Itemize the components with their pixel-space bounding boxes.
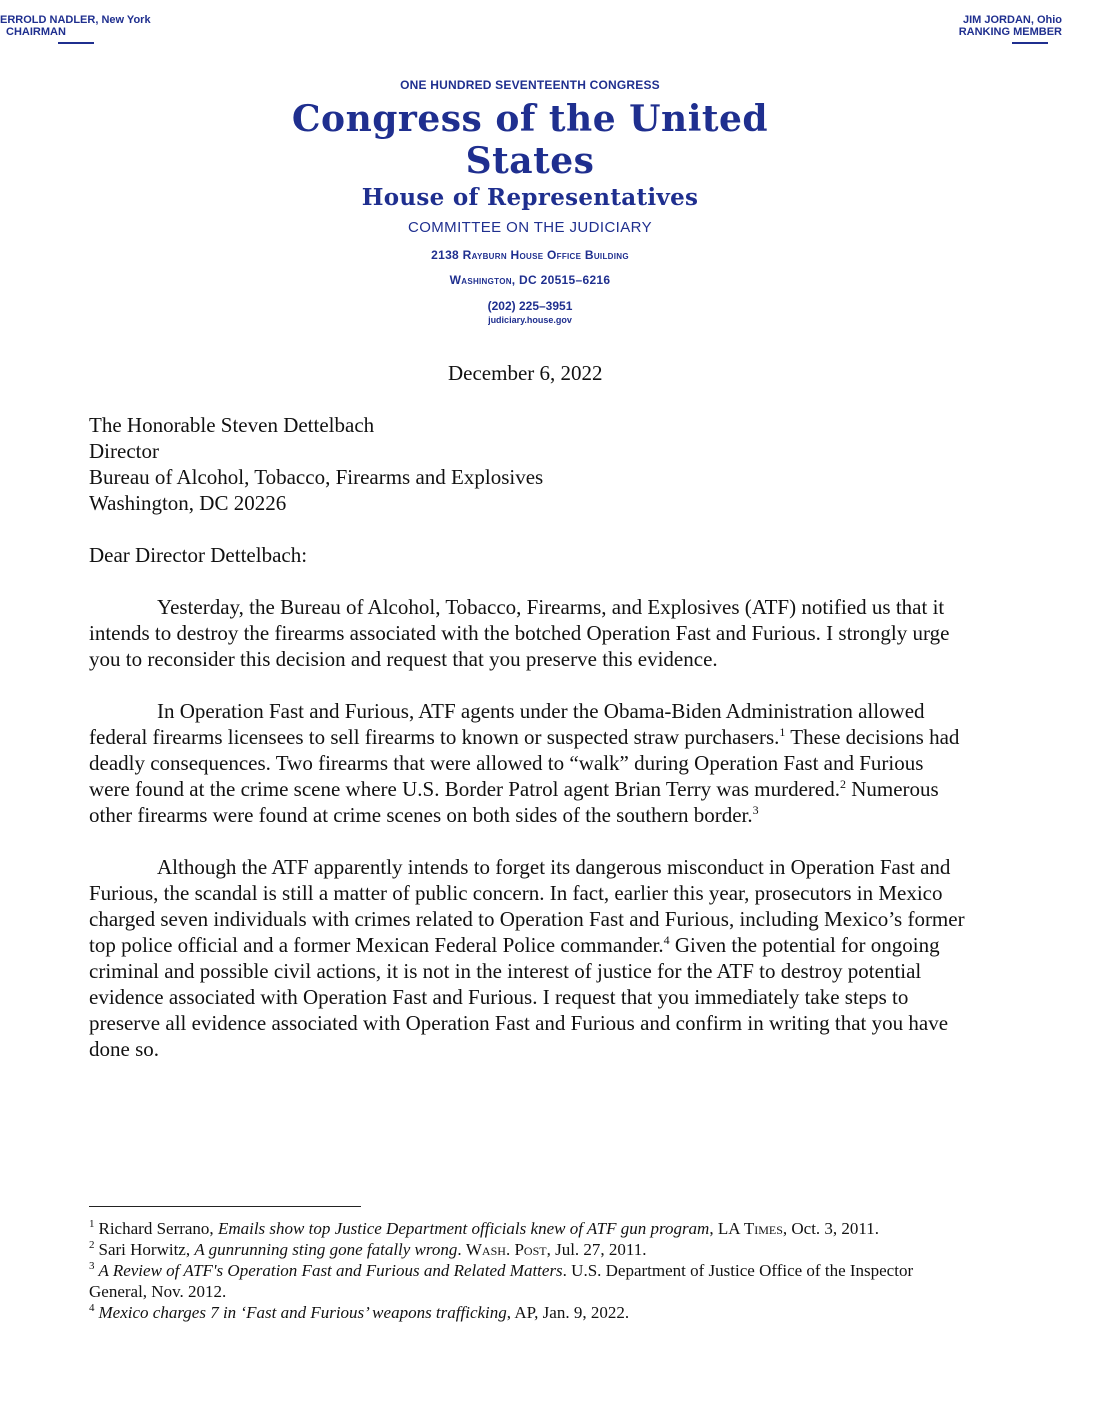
footnote-1 [89, 1218, 949, 1239]
addressee-line: The Honorable Steven Dettelbach [89, 413, 375, 437]
paragraph-3 [89, 854, 969, 1062]
paragraph-2-text: Numerous other firearms were found at crime scenes on both sides of the southern border. [89, 777, 939, 827]
paragraph-2-text: In Operation Fast and Furious, ATF agents under the Obama-Biden Administration allowed federal firearms licensees to sell firearms to known or suspected straw purchasers. [89, 699, 925, 749]
footnote-author: Richard Serrano, [98, 1219, 218, 1238]
chairman-title: CHAIRMAN [6, 26, 66, 38]
footnote-publication: Wash. Post [465, 1240, 547, 1259]
footnote-3 [89, 1260, 949, 1302]
office-phone: (202) 225–3951 [487, 299, 573, 313]
chairman-block [0, 14, 151, 44]
chairman-name: ERROLD NADLER, New York [0, 14, 151, 26]
footnote-4 [89, 1302, 949, 1323]
addressee-line: Director [89, 439, 159, 463]
footnote-ref-1[interactable]: 1 [779, 725, 786, 739]
footnote-title[interactable]: Emails show top Justice Department officials knew of ATF gun program [217, 1219, 710, 1238]
committee-name: COMMITTEE ON THE JUDICIARY [407, 219, 653, 236]
footnote-separator [89, 1206, 361, 1207]
congress-session: ONE HUNDRED SEVENTEENTH CONGRESS [400, 78, 660, 92]
footnote-number: 3 [89, 1260, 95, 1273]
footnote-source: , LA [709, 1219, 744, 1238]
addressee-line: Bureau of Alcohol, Tobacco, Firearms and Explosives [89, 465, 544, 489]
footnote-title[interactable]: A gunrunning sting gone fatally wrong [194, 1240, 458, 1259]
addressee-block [89, 412, 543, 516]
footnote-author: Sari Horwitz, [98, 1240, 195, 1259]
footnote-source: . [457, 1240, 466, 1259]
paragraph-2-text: These decisions had deadly consequences. Two firearms that were allowed to “walk” during Operation Fast and Furious were found at the crime scene where U.S. Border Patrol agent Brian Terry was murdered. [89, 725, 960, 801]
footnote-title[interactable]: Mexico charges 7 in ‘Fast and Furious’ weapons trafficking [98, 1303, 507, 1322]
letterhead-house: House of Representatives [361, 184, 699, 211]
footnote-publication: Times [743, 1219, 783, 1238]
footnote-date: , Jul. 27, 2011. [546, 1240, 647, 1259]
salutation: Dear Director Dettelbach: [89, 543, 308, 567]
ranking-member-block [959, 14, 1062, 44]
footnote-source: . U.S. Department of Justice Office of the Inspector General, Nov. 2012. [89, 1261, 914, 1301]
footnote-number: 1 [89, 1218, 95, 1231]
footnote-ref-3[interactable]: 3 [752, 803, 759, 817]
addressee-line: Washington, DC 20226 [89, 491, 287, 515]
footnote-2 [89, 1239, 949, 1260]
paragraph-2 [89, 698, 969, 828]
letterhead-title: Congress of the United States [291, 98, 769, 182]
footnote-number: 2 [89, 1239, 95, 1252]
ranking-member-title: RANKING MEMBER [958, 26, 1062, 38]
footnotes [89, 1218, 949, 1323]
footnote-number: 4 [89, 1302, 95, 1315]
letter-date: December 6, 2022 [448, 361, 603, 385]
paragraph-1 [89, 594, 969, 672]
ranking-member-name: JIM JORDAN, Ohio [962, 14, 1062, 26]
committee-website: judiciary.house.gov [488, 315, 572, 325]
footnote-date: , Oct. 3, 2011. [782, 1219, 880, 1238]
office-city: Washington, DC 20515–6216 [449, 273, 611, 287]
paragraph-3-text: Given the potential for ongoing criminal and possible civil actions, it is not in the interest of justice for the ATF to destroy potential evidence associated with Operation Fast and Furious. I request that you immediately take steps to preserve all evidence associated with Operation Fast and Furious and confirm in writing that you have done so. [89, 933, 949, 1061]
paragraph-3-text: Although the ATF apparently intends to forget its dangerous misconduct in Operation Fast and Furious, the scandal is still a matter of public concern. In fact, earlier this year, prosecutors in Mexico charged seven individuals with crimes related to Operation Fast and Furious, including Mexico’s former top police official and a former Mexican Federal Police commander. [89, 855, 965, 957]
letter-body [89, 594, 969, 1088]
footnote-source: , AP, Jan. 9, 2022. [506, 1303, 630, 1322]
chairman-rule [58, 42, 94, 44]
footnote-title[interactable]: A Review of ATF's Operation Fast and Furious and Related Matters [98, 1261, 563, 1280]
letterhead [280, 78, 780, 325]
footnote-ref-2[interactable]: 2 [839, 777, 846, 791]
footnote-ref-4[interactable]: 4 [663, 933, 670, 947]
paragraph-1-text: Yesterday, the Bureau of Alcohol, Tobacco, Firearms, and Explosives (ATF) notified us that it intends to destroy the firearms associated with the botched Operation Fast and Furious. I strongly urge you to reconsider this decision and request that you preserve this evidence. [89, 595, 950, 671]
office-address: 2138 Rayburn House Office Building [431, 248, 629, 262]
ranking-member-rule [1012, 42, 1048, 44]
